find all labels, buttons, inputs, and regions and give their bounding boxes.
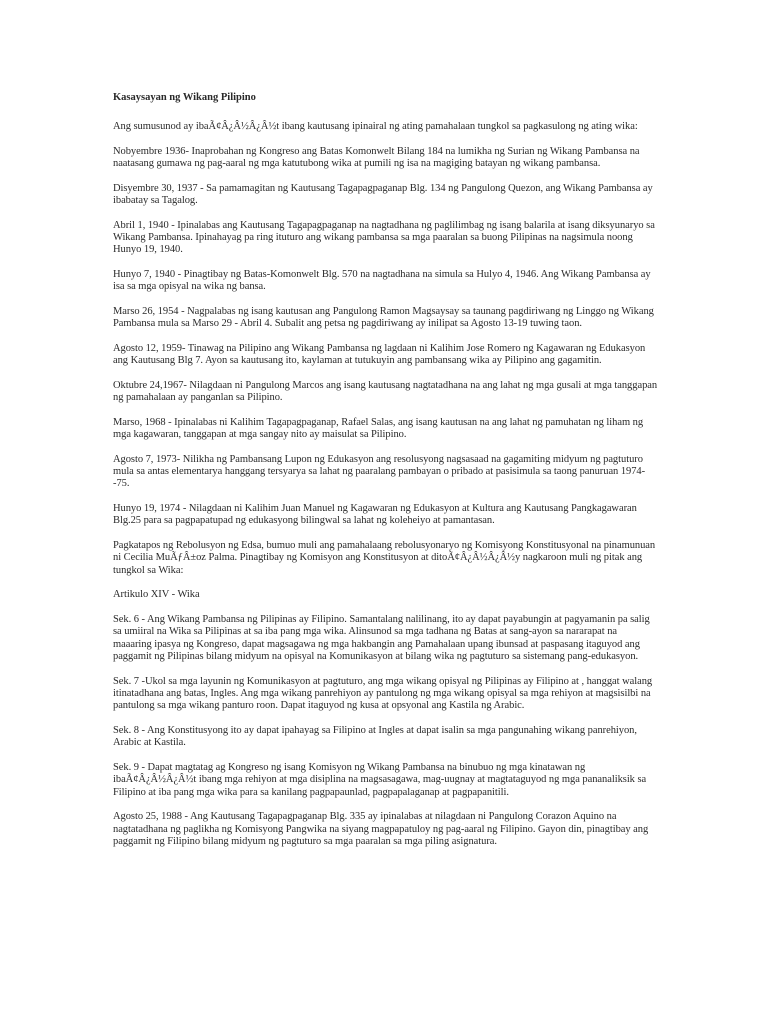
paragraph-oktubre-1967: Oktubre 24,1967- Nilagdaan ni Pangulong Marcos ang isang kautusang nagtatadhana na ang lahat ng mga gusali at mga tanggapan ng pamahalaan ay panganlan sa Pilipino. [113,379,658,404]
paragraph-marso-1954: Marso 26, 1954 - Nagpalabas ng isang kautusan ang Pangulong Ramon Magsaysay sa taunang pagdiriwang ng Linggo ng Wikang Pambansa mula sa Marso 29 - Abril 4. Subalit ang petsa ng pagdiriwang ay inilipat sa Agosto 13-19 tuwing taon. [113,305,654,330]
paragraph-hunyo-1974: Hunyo 19, 1974 - Nilagdaan ni Kalihim Juan Manuel ng Kagawaran ng Edukasyon at Kultura ang Kautusang Pangkagawaran Blg.25 para sa pagpapatupad ng edukasyong bilingwal sa lahat ng koleheiyo at pamantasan. [113,503,637,527]
paragraph-edsa: Pagkatapos ng Rebolusyon ng Edsa, bumuo muli ang pamahalaang rebolusyonaryo ng Komisyong Konstitusyonal na pinamunuan ni Cecilia MuÃƒÂ±oz Palma. Pinagtibay ng Komisyon ang Konstitusyon at ditoÃ¢Â¿Â½Â¿Â½y nagkaroon muli ng pitak ang tungkol sa Wika: [113,540,656,576]
paragraph-disyembre-1937: Disyembre 30, 1937 - Sa pamamagitan ng Kautusang Tagapagpaganap Blg. 134 ng Pangulong Quezon, ang Wikang Pambansa ay ibabatay sa Tagalog. [113,182,653,206]
intro-paragraph: Ang sumusunod ay ibaÃ¢Â¿Â½Â¿Â½t ibang kautusang ipinairal ng ating pamahalaan tungkol sa pagkasulong ng ating wika: [113,121,638,132]
paragraph-agosto-1988: Agosto 25, 1988 - Ang Kautusang Tagapagpaganap Blg. 335 ay ipinalabas at nilagdaan ni Pangulong Corazon Aquino na nagtatadhana ng paglikha ng Komisyong Pangwika na siyang magpapatuloy ng pag-aaral ng Filipino. Gayon din, pinagtibay ang paggamit ng Filipino bilang midyum ng pagtuturo sa mga paaralan sa mga piling asignatura. [113,811,649,847]
paragraph-sek-9: Sek. 9 - Dapat magtatag ag Kongreso ng isang Komisyon ng Wikang Pambansa na binubuo ng mga kinatawan ng ibaÃ¢Â¿Â½Â¿Â½t ibang mga rehiyon at mga disiplina na magsasagawa, mag-uugnay at magtataguyod ng mga pananaliksik sa Filipino at iba pang mga wika para sa kanilang pagpapaunlad, pagpapalaganap at pagpapanitili. [113,761,647,798]
paragraph-nobyembre-1936: Nobyembre 1936- Inaprobahan ng Kongreso ang Batas Komonwelt Bilang 184 na lumikha ng Surian ng Wikang Pambansa na naatasang gumawa ng pag-aaral ng mga katutubong wika at pumili ng isa na magiging batayan ng wikang pambansa. [113,145,640,169]
paragraph-hunyo-1940: Hunyo 7, 1940 - Pinagtibay ng Batas-Komonwelt Blg. 570 na nagtadhana na simula sa Hulyo 4, 1946. Ang Wikang Pambansa ay isa sa mga opisyal na wika ng bansa. [113,268,651,293]
paragraph-marso-1968: Marso, 1968 - Ipinalabas ni Kalihim Tagapagpaganap, Rafael Salas, ang isang kautusan na ang lahat ng pamuhatan ng liham ng mga kagawaran, tanggapan at mga sangay nito ay maisulat sa Pilipino. [113,416,644,441]
document-title: Kasaysayan ng Wikang Pilipino [113,92,256,103]
paragraph-sek-8: Sek. 8 - Ang Konstitusyong ito ay dapat ipahayag sa Filipino at Ingles at dapat isalin sa mga pangunahing wikang panrehiyon, Arabic at Kastila. [113,724,637,749]
paragraph-abril-1940: Abril 1, 1940 - Ipinalabas ang Kautusang Tagapagpaganap na nagtadhana ng paglilimbag ng isang balarila at isang diksyunaryo sa Wikang Pambansa. Ipinahayag pa ring ituturo ang wikang pambansa sa mga paaralan sa buong Pilipinas na nagsimula noong Hunyo 19, 1940. [113,219,655,256]
paragraph-agosto-1973: Agosto 7, 1973- Nilikha ng Pambansang Lupon ng Edukasyon ang resolusyong nagsasaad na gagamiting midyum ng pagtuturo mula sa antas elementarya hanggang tersyarya sa lahat ng paaralang pambayan o pribado at pasisimula sa taong panuruan 1974--75. [113,453,646,490]
document-page [113,91,658,861]
paragraph-sek-6: Sek. 6 - Ang Wikang Pambansa ng Pilipinas ay Filipino. Samantalang nalilinang, ito ay dapat payabungin at pagyamanin pa salig sa umiiral na Wika sa Pilipinas at sa iba pang mga wika. Alinsunod sa mga tadhana ng Batas at sang-ayon sa nararapat na maaaring ipasya ng Kongreso, dapat magsagawa ng mga hakbangin ang Pamahalaan upang ibunsad at paspasang itaguyod ang paggamit ng Pilipinas bilang midyum na opisyal na Komunikasyon at bilang wika ng pagtuturo sa sistemang pang-edukasyon. [113,614,650,662]
paragraph-agosto-1959: Agosto 12, 1959- Tinawag na Pilipino ang Wikang Pambansa ng lagdaan ni Kalihim Jose Romero ng Kagawaran ng Edukasyon ang Kautusang Blg 7. Ayon sa kautusang ito, kaylaman at tutukuyin ang pambansang wika ay Pilipino ang gagamitin. [113,342,646,367]
heading-artikulo-xiv: Artikulo XIV - Wika [113,589,200,601]
paragraph-sek-7: Sek. 7 -Ukol sa mga layunin ng Komunikasyon at pagtuturo, ang mga wikang opisyal ng Pilipinas ay Filipino at , hanggat walang itinatadhana ang batas, Ingles. Ang mga wikang panrehiyon ay pantulong ng mga wikang opisyal sa mga rehiyon at magsisilbi na pantulong sa mga wikang panturo roon. Dapat itaguyod ng kusa at opsyonal ang Kastila ng Arabic. [113,675,653,712]
